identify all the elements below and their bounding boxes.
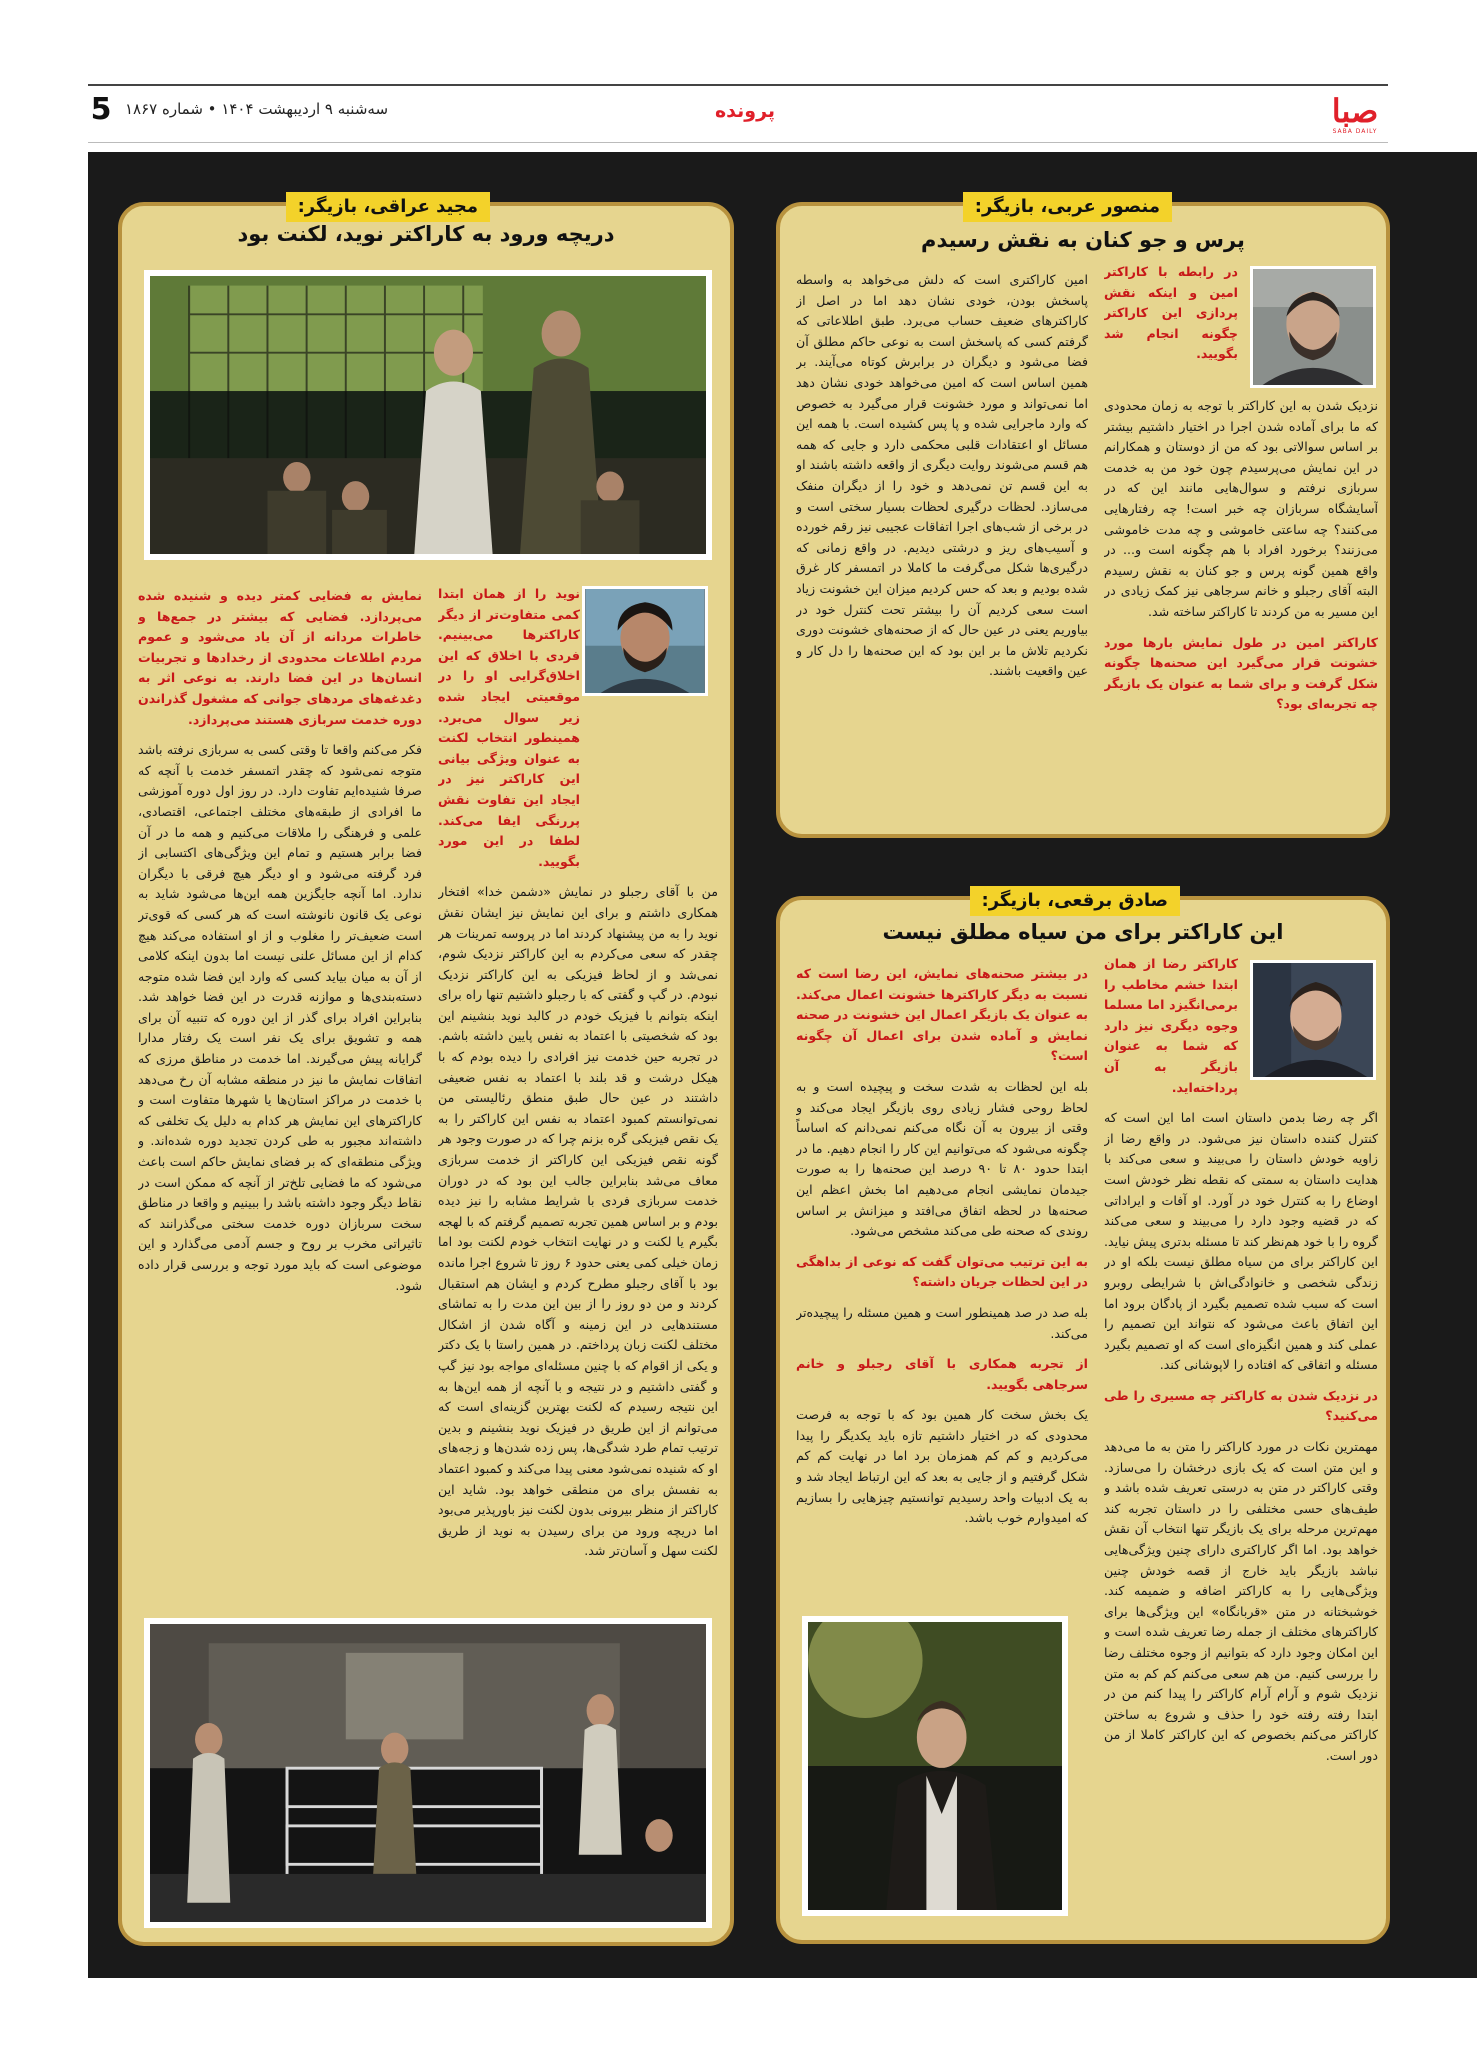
answer-paragraph: فکر می‌کنم واقعا تا وقتی کسی به سربازی نرفته باشد متوجه نمی‌شود که چقدر اتمسفر خدمت با آنچه که صرفا شنیده‌ایم تفاوت دارد. در روز اول دوره آموزشی ما افرادی از طبقه‌های مختلف اجتماعی، اقتصادی، علمی و فرهنگی را ملاقات می‌کنیم و همه ما در آن فضا برابر هستیم و تمام این ویژگی‌های اکتسابی از فرد گرفته می‌شود و او دیگر هیچ فرقی با دیگران ندارد. اما آنچه جایگزین همه این‌ها می‌شود شاید به نوعی یک قانون نانوشته است که هر کسی که قوی‌تر است ضعیف‌تر را مغلوب و از او استفاده می‌کند هیچ کدام از این مسائل علنی نیست اما بدون اینکه کلامی از آن به میان بیاید کسی که وارد این فضا شده متوجه دسته‌بندی‌ها و موازنه قدرت در این فضا خواهد شد. بنابراین افراد برای گذر از این دوره که تنبیه آن برای همه و تشویق برای یک نفر است یک رفتار مدارا گرایانه پیش می‌گیرند. اما خدمت در مناطق مرزی که اتفاقات نمایش ما نیز در منطقه مشابه آن رخ می‌دهد با خدمت در مراکز استان‌ها یا شهرها متفاوت است و کاراکترهای این نمایش هر کدام به دلیل یک تخلفی که داشته‌اند مجبور به طی کردن تجدید دوره شده‌اند. و ویژگی منطقه‌ای که بر فضای نمایش حاکم است باعث می‌شود که ما فضایی تلخ‌تر از آنچه که ممکن است در نقاط دیگر وجود داشته باشد را ببینیم و واقعا در مناطق سخت سربازان دوره خدمت سختی می‌گذرانند که تاثیراتی مخرب بر روح و جسم آدمی می‌گذارد و این موضوعی است که باید مورد توجه و بررسی قرار داده شود. (138, 742, 422, 1293)
issue-info: سه‌شنبه ۹ اردیبهشت ۱۴۰۴ • شماره ۱۸۶۷ (125, 100, 389, 118)
section-name: پرونده (714, 100, 776, 122)
logo-subtitle: SABA DAILY (1332, 128, 1378, 135)
stage-photo-image (150, 1624, 706, 1922)
article-tag: منصور عربی، بازیگر: (963, 192, 1172, 222)
stage-photo-image (808, 1622, 1062, 1910)
article-headline: دریچه ورود به کاراکتر نوید، لکنت بود (237, 222, 615, 246)
question: کاراکتر امین در طول نمایش بارها مورد خشونت قرار می‌گیرد این صحنه‌ها چگونه شکل گرفت و برای شما به عنوان یک بازیگر چه تجربه‌ای بود؟ (1104, 634, 1378, 712)
answer-paragraph: بله این لحظات به شدت سخت و پیچیده است و به لحاظ روحی فشار زیادی روی بازیگر ایجاد می‌کند و وقتی از بیرون به آن نگاه می‌کنم نمی‌دانم که اساساً چگونه می‌شود که می‌توانیم این کار را انجام دهیم. ما در ابتدا حدود ۸۰ تا ۹۰ درصد این صحنه‌ها را به صورت جیدمان نمایشی انجام می‌دهیم اما بخش اعظم این صحنه‌ها در لحظه اتفاق می‌افتد و میزانش بر اساس روندی که صحنه طی می‌کند مشخص می‌شود. (796, 1078, 1088, 1239)
answer-paragraph: اگر چه رضا بدمن داستان است اما این است که کنترل کننده داستان نیز می‌شود. در واقع رضا از زاویه خودش داستان را می‌بیند و سعی می‌کند با هدایت داستان به سمتی که نقطه نظر خودش است اوضاع را به کنترل خود در آورد. او آفات و ایراداتی که در قضیه وجود دارد را می‌بیند و سعی می‌کند گروه را با خود هم‌نظر کند تا مسئله بدتری پیش نیاید. این کاراکتر برای من سیاه مطلق نیست بلکه او در زندگی شخصی و خانوادگی‌اش با شرایطی روبرو است که سبب شده تصمیم بگیرد از پادگان برود اما این اتفاق باعث می‌شود که نتواند این تصمیم را عملی کند و همین انگیزه‌ای است که او تصمیم بگیرد مسئله و اتفاقی که افتاده را لاپوشانی کند. (1104, 1110, 1378, 1373)
column-right (1104, 262, 1378, 832)
newspaper-logo[interactable] (1312, 94, 1398, 134)
stage-photo-image (150, 276, 706, 554)
stage-photo-ensemble (144, 1618, 712, 1928)
intro-question: کاراکتر رضا از همان ابتدا خشم مخاطب را برمی‌انگیزد اما مسلما وجوه دیگری نیز دارد که شما به عنوان بازیگر به آن پرداخته‌اید. (1104, 956, 1238, 1095)
article-tag: صادق برقعی، بازیگر: (970, 886, 1180, 916)
answer-paragraph: بله صد در صد همینطور است و همین مسئله را پیچیده‌تر می‌کند. (796, 1304, 1088, 1341)
article-headline: این کاراکتر برای من سیاه مطلق نیست (882, 920, 1284, 944)
article-tag: مجید عراقی، بازیگر: (286, 192, 490, 222)
answer-paragraph: امین کاراکتری است که دلش می‌خواهد به واسطه پاسخش بودن، خودی نشان دهد اما در اصل از کاراکترهای ضعیف حساب می‌برد. طبق اطلاعاتی که گرفتم کسی که پاسخش است به نوعی حاکم مطلق آن فضا می‌شود و دیگران در برابرش کوتاه می‌آیند. بر همین اساس است که امین می‌خواهد خودی نشان دهد اما نمی‌تواند و مورد خشونت قرار می‌گیرد به خصوص که وارد ماجرایی شده و پا پس کشیده است. با همه این مسائل او اعتقادات قلبی محکمی دارد و جایی که همه هم قسم می‌شوند روایت دیگری از واقعه داشته باشند او به این قسم تن نمی‌دهد و خود را از دیگران منفک می‌سازد. لحظات درگیری لحظات بسیار سختی است و در برخی از شب‌های اجرا اتفاقات عجیبی نیز رقم خورده و آسیب‌های ریز و درشتی دیدیم. در واقع زمانی که درگیری‌ها شکل می‌گرفت ما کاملا در اتمسفر کار غرق شده بودیم و بعد که حس کردیم میزان این خشونت زیاد است سعی کردیم آن را بیشتر تحت کنترل خود در بیاوریم یعنی در عین حال که از صحنه‌های خشونت دوری نکردیم تلاش ما بر این بود که این صحنه‌ها را دل کار و عین واقعیت باشند. (796, 272, 1088, 679)
answer-paragraph: یک بخش سخت کار همین بود که با توجه به فرصت محدودی که در اختیار داشتیم تازه باید یکدیگر را پیدا می‌کردیم و کم کم همزمان برد اما در نهایت کم کم شکل گرفتیم و از جایی به بعد که این ارتباط ایجاد شد و به یک ادبیات واحد رسیدیم توانستیم چیزهایی را بسازیم که امیدوارم خوب باشد. (796, 1407, 1088, 1526)
column-left (796, 964, 1088, 1610)
question: در بیشتر صحنه‌های نمایش، این رضا است که نسبت به دیگر کاراکترها خشونت اعمال می‌کند. به عنوان یک بازیگر اعمال این خشونت در صحنه نمایش و آماده شدن برای اعمال آن چگونه است؟ (796, 966, 1088, 1064)
article-sadegh (776, 890, 1390, 1944)
article-headline: پرس و جو کنان به نقش رسیدم (921, 228, 1245, 252)
column-left (138, 586, 422, 1616)
answer-paragraph: من با آقای رجبلو در نمایش «دشمن خدا» افتخار همکاری داشتم و برای این نمایش نیز ایشان نقش نوید را به من پیشنهاد کردند اما در پروسه تمرینات هر چقدر که سعی می‌کردم به این کاراکتر نزدیک شوم، نمی‌شد و از لحاظ فیزیکی به این کاراکتر نزدیک نبودم. در گپ و گفتی که با رجبلو داشتیم تنها راه برای اینکه بتوانم با فیزیک خودم در کالبد نوید بنشینم این بود که شخصیتی با اعتماد به نفس پایین داشته باشم. در تجربه حین خدمت نیز افرادی را دیده بودم که با هیکل درشت و قد بلند با اعتماد به نفس ضعیفی داشتند در عین حال طبق منطق رئالیستی من نمی‌توانستم کمبود اعتماد به نفس این کاراکتر را به یک نقص فیزیکی گره بزنم چرا که در صورت وجود هر گونه نقص فیزیکی این کاراکتر از خدمت سربازی معاف می‌شد بنابراین جالب این بود که در دوران خدمت سربازی فردی با شرایط مشابه را نیز دیده بودم و بر اساس همین تجربه تصمیم گرفتم که با لهجه بگیرم یا لکنت و در نهایت انتخاب خودم لکنت بود اما زمان خیلی کمی یعنی حدود ۶ روز تا شروع اجرا مانده بود با آقای رجبلو مطرح کردم و ایشان هم استقبال کردند و من دو روز را از بین این مدت را به تماشای مستندهایی در این زمینه و آگاه شدن از اشکال مختلف لکنت زبان پرداختم. در همین راستا با یک دکتر و یکی از اقوام که با چنین مسئله‌ای مواجه بود نیز گپ و گفتی داشتیم و در نتیجه و با آنچه از همه این‌ها به این نتیجه رسیدم که لکنت بهترین گزینه‌ای است که می‌توانم از این طریق در فیزیک نوید بنشینم و بدین ترتیب تمام طرد شدگی‌ها، پس زده شدن‌ها و زجه‌های او که شنیده نمی‌شود معنی پیدا می‌کند و کمبود اعتماد به نفسش برای من منطقی خواهد بود. شاید این کاراکتر از منظر بیرونی بدون لکنت نیز باورپذیر می‌بود اما دریچه ورود من برای رسیدن به نوید از طریق لکنت سهل و آسان‌تر شد. (438, 884, 718, 1559)
answer-paragraph: نزدیک شدن به این کاراکتر با توجه به زمان محدودی که ما برای آماده شدن اجرا در اختیار داشتیم بیشتر بر اساس سوالاتی بود که من از دوستان و همکارانم در این نمایش می‌پرسیدم چون خود من به خدمت سربازی نرفتم و سوال‌هایی مانند این که در آسایشگاه سربازان چه خبر است! چه رفتارهایی می‌کنند؟ چه ساعتی خاموشی و چه مدت خاموشی می‌زنند؟ برخورد افراد با هم چگونه است و... در واقع همین گونه پرس و جو کنان به نقش رسیدم البته آقای رجبلو و خانم سرجاهی نیز کمک زیادی در این مسیر به من کردند تا کاراکتر ساخته شد. (1104, 398, 1378, 619)
question: به این ترتیب می‌توان گفت که نوعی از بداهگی در این لحظات جریان داشته؟ (796, 1253, 1088, 1290)
stage-photo-majid (144, 270, 712, 560)
answer-paragraph: مهمترین نکات در مورد کاراکتر را متن به ما می‌دهد و این متن است که یک بازی درخشان را می‌سازد. وقتی کاراکتر در متن به درستی تعریف شده باشد و طیف‌های حسی مختلفی را در داستان تجربه کند مهم‌ترین مرحله برای یک بازیگر تنها انتخاب آن نقش خواهد بود. اما اگر کاراکتری دارای چنین ویژگی‌هایی نباشد بازیگر باید خارج از قصه خودش چنین ویژگی‌هایی را به کاراکتر اضافه و ضمیمه کند. خوشبختانه در متن «قربانگاه» این ویژگی‌ها برای کاراکترهای مختلف از جمله رضا تعریف شده است و این امکان وجود دارد که بتوانیم از وجوه مختلف رضا را بررسی کنیم. من هم سعی می‌کنم کم کم به متن نزدیک شوم و آرام آرام کاراکتر را پیدا کنم من در ابتدا رفته رفته خود را حذف و شروع به ساختن کاراکتر می‌کنم بخصوص که این کاراکتر کاملا از من دور است. (1104, 1439, 1378, 1763)
question: نمایش به فضایی کمتر دیده و شنیده شده می‌پردازد. فضایی که بیشتر در جمع‌ها و خاطرات مردانه از آن یاد می‌شود و عموم مردم اطلاعات محدودی از رخدادها و تجربیات انسان‌ها در این فضا دارند. به نوعی اثر به دغدغه‌های مردهای جوانی که مشغول گذراندن دوره خدمت سربازی هستند می‌پردازد. (138, 588, 422, 727)
intro-question: در رابطه با کاراکتر امین و اینکه نقش پردازی این کاراکتر چگونه انجام شد بگویید. (1104, 264, 1238, 362)
intro-question: نوید را از همان ابتدا کمی متفاوت‌تر از دیگر کاراکترها می‌بینیم. فردی با اخلاق که این اخلاق‌گرایی او را در موقعیتی ایجاد شده زیر سوال می‌برد. همینطور انتخاب لکنت به عنوان ویژگی بیانی این کاراکتر نیز در ایجاد این تفاوت نقش پررنگی ایفا می‌کند. لطفا در این مورد بگویید. (438, 586, 580, 869)
column-right (438, 584, 718, 1614)
logo-text: صبا (1331, 92, 1379, 130)
question: در نزدیک شدن به کاراکتر چه مسیری را طی می‌کنید؟ (1104, 1387, 1378, 1424)
article-majid (118, 196, 734, 1946)
header-divider (88, 142, 1388, 143)
question: از تجربه همکاری با آقای رجبلو و خانم سرجاهی بگویید. (796, 1356, 1088, 1392)
article-mansour (776, 196, 1390, 838)
column-left (796, 270, 1088, 826)
stage-photo-sadegh (802, 1616, 1068, 1916)
page-number: 5 (90, 92, 112, 127)
column-right (1104, 954, 1378, 1934)
top-rule (88, 84, 1388, 86)
